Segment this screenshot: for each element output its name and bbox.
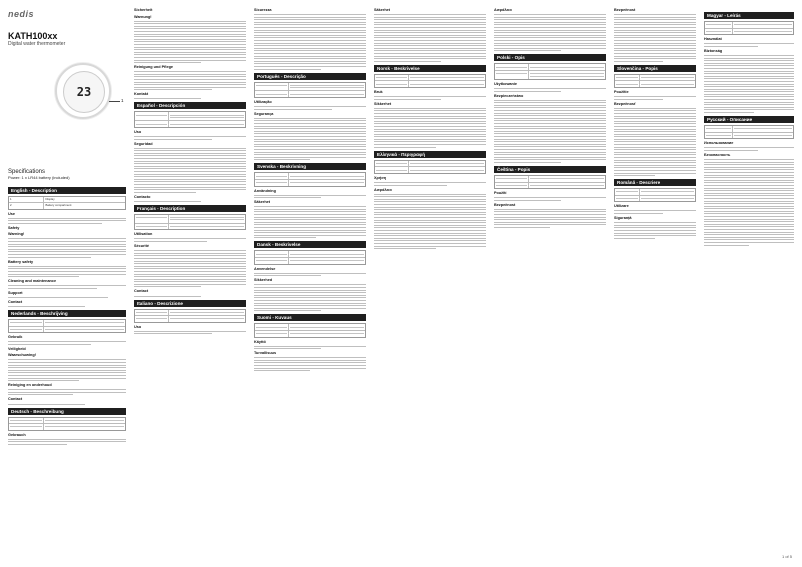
section-header-russkiy: Русский - Описание [704,116,794,123]
heading-sakerhet-cont: Säkerhet [374,8,391,12]
heading-uso-it: Uso [134,324,142,329]
section-header-slovencina: Slovenčina - Popis [614,65,696,72]
table-cell: 1 [9,197,44,202]
callout-line [109,101,120,102]
section-header-portugues: Português - Descrição [254,73,366,80]
body-text [254,273,366,277]
heading-gebruik: Gebruik [8,335,23,340]
body-text [8,297,126,298]
model-number: KATH100xx [8,31,58,41]
heading-utilizacao: Utilização [254,100,272,105]
heading-cleaning: Cleaning and maintenance [8,279,57,284]
table-cell: Display [45,197,55,201]
body-text [614,222,696,239]
heading-use: Use [8,211,15,216]
heading-asfaleia: Ασφάλεια [374,187,392,192]
body-text [254,195,366,199]
section-header-espanol: Español - Descripción [134,102,246,109]
heading-bezpecnost-sk: Bezpečnosť [614,101,636,106]
heading-sikkerhed: Sikkerhed [254,278,273,283]
heading-hasznalat: Használat [704,37,722,42]
section-header-francais: Français - Description [134,205,246,212]
section-header-dansk: Dansk - Beskrivelse [254,241,366,248]
body-text [134,71,246,90]
section-header-magyar: Magyar - Leírás [704,12,794,19]
body-text [134,296,246,297]
parts-table [374,74,486,88]
column-7 [704,0,794,567]
heading-contacto: Contacto [134,194,151,199]
heading-reiniging: Reiniging en onderhoud [8,383,52,388]
body-text [8,266,126,277]
body-text [254,106,366,110]
thermometer-display [63,71,105,113]
heading-utilisation: Utilisation [134,232,153,237]
parts-table [254,250,366,264]
heading-turvallisuus: Turvallisuus [254,351,277,356]
heading-ispolzovanie: Использование [704,141,734,146]
section-header-nederlands: Nederlands - Beschrijving [8,310,126,317]
section-header-polski: Polski - Opis [494,54,606,61]
specifications-title: Specifications [8,169,46,175]
section-header-ellinika: Ελληνικά - Περιγραφή [374,151,486,158]
body-text [494,14,606,51]
heading-kontakt: Kontakt [134,92,149,97]
heading-uzytkowanie: Użytkowanie [494,81,517,86]
heading-sakerhet: Säkerhet [254,200,271,205]
body-text [134,21,246,64]
brand-logo: nedis [8,9,35,19]
section-header-svenska: Svenska - Beskrivning [254,163,366,170]
body-text [614,14,696,62]
power-spec: Power: 1 x LR44 battery (included) [8,175,70,180]
body-text [374,96,486,100]
body-text [254,14,366,69]
parts-table [134,111,246,127]
parts-table [704,21,794,35]
heading-veiligheid: Veiligheid [8,346,26,351]
section-header-romana: Română - Descriere [614,179,696,186]
heading-chrisi: Χρήση [374,175,387,180]
body-text [8,404,126,405]
heading-seguridad: Seguridad [134,141,153,146]
column-4 [374,0,486,567]
body-text [494,88,606,92]
heading-sicherheit: Sicherheit [134,8,153,12]
heading-bezpecnost-cs: Bezpečnost [494,202,516,207]
heading-siguranta: Siguranță [614,216,632,221]
heading-securite: Sécurité [134,244,149,249]
heading-contact-fr: Contact [134,289,149,294]
parts-table [614,188,696,202]
body-text [134,98,246,99]
body-text [8,341,126,345]
body-text [134,331,246,335]
body-text [494,197,606,201]
heading-sicurezza: Sicurezza [254,8,272,12]
table-cell: Battery compartment [45,203,72,208]
callout-number: 1 [121,98,124,103]
parts-table [134,214,246,230]
heading-bruk: Bruk [374,89,383,94]
parts-table [704,125,794,139]
body-text [8,285,126,289]
parts-table [254,323,366,337]
parts-table [254,82,366,98]
parts-table [374,160,486,174]
parts-table [8,417,126,431]
body-text [8,359,126,381]
body-text [494,100,606,163]
parts-table [494,63,606,79]
heading-bezpieczenstwo: Bezpieczeństwo [494,93,524,98]
heading-asfaleia-cont: Ασφάλεια [494,8,512,12]
display-reading: 23 [76,85,92,99]
body-text [134,250,246,287]
body-text [374,194,486,249]
heading-reinigung: Reinigung und Pflege [134,65,174,70]
column-6 [614,0,696,567]
body-text [254,118,366,161]
column-5 [494,0,606,567]
body-text [614,96,696,100]
heading-bezpecnost-cont: Bezpečnost [614,8,636,12]
body-text [254,284,366,311]
heading-gebrauch: Gebrauch [8,432,26,437]
heading-support: Support [8,290,23,295]
body-text [494,209,606,228]
section-header-english: English - Description [8,187,126,194]
heading-warnung: Warnung! [134,14,152,19]
heading-anvandning: Användning [254,188,276,193]
body-text [8,439,126,445]
body-text [8,238,126,257]
thermometer-image [55,63,111,119]
body-text [8,389,126,395]
body-text [134,201,246,202]
parts-table [8,319,126,333]
section-header-suomi: Suomi - Kuvaus [254,314,366,321]
heading-pouzitie: Použitie [614,89,629,94]
heading-waarschuwing: Waarschuwing! [8,353,36,358]
parts-table [614,74,696,88]
body-text [8,218,126,224]
body-text [704,55,794,113]
parts-table [494,175,606,189]
heading-utilizare: Utilizare [614,204,629,209]
heading-anvendelse: Anvendelse [254,266,276,271]
body-text [134,148,246,193]
parts-table [134,309,246,323]
body-text [134,136,246,140]
heading-kaytto: Käyttö [254,339,266,344]
body-text [254,346,366,350]
table-cell: 2 [9,203,44,208]
heading-contact-nl: Contact [8,397,23,402]
body-text [8,306,126,307]
parts-table [254,172,366,186]
product-subtitle: Digital water thermometer [8,41,66,47]
body-text [374,108,486,148]
heading-seguranca: Segurança [254,111,274,116]
heading-bezopasnost: Безопасность [704,152,731,157]
body-text [254,206,366,238]
body-text [704,147,794,151]
section-header-italiano: Italiano - Descrizione [134,300,246,307]
heading-pouziti: Použití [494,191,507,196]
page-number: 1 of 5 [781,554,792,559]
heading-battery-safety: Battery safety [8,259,34,264]
body-text [134,238,246,242]
column-3 [254,0,366,567]
body-text [614,210,696,214]
heading-biztonsag: Biztonság [704,48,723,53]
heading-sikkerhet: Sikkerhet [374,101,392,106]
heading-safety: Safety [8,225,20,230]
heading-contact: Contact [8,299,23,304]
body-text [614,108,696,176]
heading-warning: Warning! [8,232,25,237]
section-header-cestina: Čeština - Popis [494,166,606,173]
section-header-norsk: Norsk - Beskrivelse [374,65,486,72]
body-text [254,357,366,371]
parts-table [8,196,126,210]
body-text [704,159,794,246]
section-header-deutsch: Deutsch - Beschreibung [8,408,126,415]
body-text [374,182,486,186]
body-text [704,43,794,47]
heading-uso: Uso [134,129,142,134]
column-2 [134,0,246,567]
body-text [374,14,486,62]
